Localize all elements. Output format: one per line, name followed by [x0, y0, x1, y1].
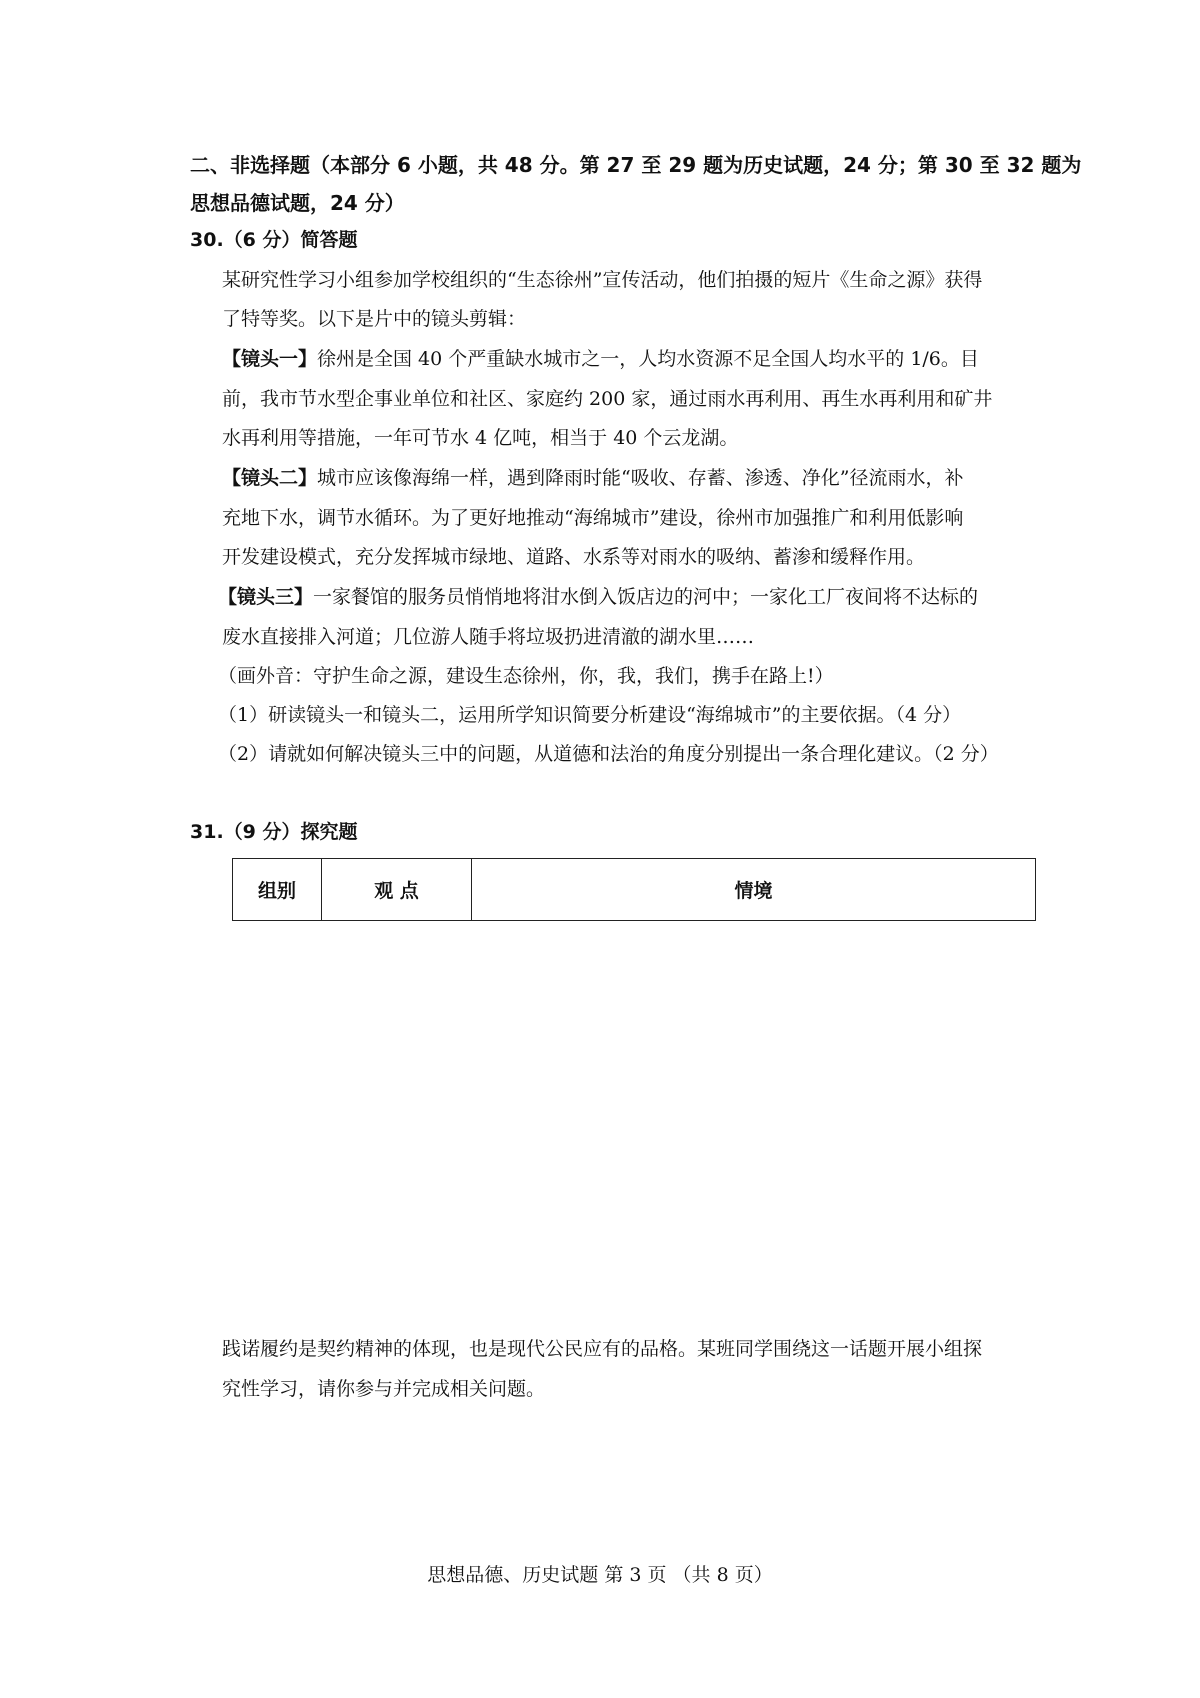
page-footer: 思想品德、历史试题 第 3 页 （共 8 页）: [427, 1564, 773, 1586]
shot2-line2: 充地下水，调节水循环。为了更好地推动“海绵城市”建设，徐州市加强推广和利用低影响: [222, 507, 964, 529]
shot1-line3: 水再利用等措施，一年可节水 4 亿吨，相当于 40 个云龙湖。: [222, 427, 739, 449]
shot1-text1: 徐州是全国 40 个严重缺水城市之一，人均水资源不足全国人均水平的 1/6。目: [317, 348, 979, 370]
table-header-row: [233, 859, 1036, 921]
voiceover: （画外音：守护生命之源，建设生态徐州，你，我，我们，携手在路上!）: [218, 665, 834, 687]
q31-heading: 31.（9 分）探究题: [190, 821, 358, 843]
q30-heading: 30.（6 分）简答题: [190, 229, 358, 251]
q30-intro-line2: 了特等奖。以下是片中的镜头剪辑：: [222, 308, 527, 330]
shot2-text1: 城市应该像海绵一样，遇到降雨时能“吸收、存蓄、渗透、净化”径流雨水，补: [317, 467, 964, 489]
q30-sub1: （1）研读镜头一和镜头二，运用所学知识简要分析建设“海绵城市”的主要依据。（4 分）: [218, 704, 962, 726]
q30-sub2: （2）请就如何解决镜头三中的问题，从道德和法治的角度分别提出一条合理化建议。（2 分）: [218, 743, 999, 765]
shot2-label: 【镜头二】: [222, 467, 318, 489]
table-header-scenario: 情境: [472, 859, 1036, 921]
shot1-line1: [222, 347, 979, 371]
q31-intro-line1: 践诺履约是契约精神的体现，也是现代公民应有的品格。某班同学围绕这一话题开展小组探: [222, 1338, 983, 1360]
shot3-line2: 废水直接排入河道；几位游人随手将垃圾扔进清澈的湖水里……: [222, 626, 755, 648]
table-header-viewpoint: 观 点: [322, 859, 472, 921]
shot3-text1: 一家餐馆的服务员悄悄地将泔水倒入饭店边的河中；一家化工厂夜间将不达标的: [313, 586, 979, 608]
q31-intro-line2: 究性学习，请你参与并完成相关问题。: [222, 1378, 546, 1400]
shot1-line2: 前，我市节水型企事业单位和社区、家庭约 200 家，通过雨水再利用、再生水再利用和矿井: [222, 388, 993, 410]
shot1-label: 【镜头一】: [222, 348, 318, 370]
shot2-line3: 开发建设模式，充分发挥城市绿地、道路、水系等对雨水的吸纳、蓄渗和缓释作用。: [222, 546, 926, 568]
shot3-label: 【镜头三】: [218, 586, 314, 608]
shot2-line1: [222, 466, 963, 490]
table-header-group: 组别: [233, 859, 322, 921]
section-title-line2: 思想品德试题，24 分）: [190, 191, 405, 215]
inquiry-table: [232, 858, 1036, 921]
shot3-line1: [218, 585, 978, 609]
section-title-line1: 二、非选择题（本部分 6 小题，共 48 分。第 27 至 29 题为历史试题，24 分；第 30 至 32 题为: [190, 153, 1082, 177]
q30-intro-line1: 某研究性学习小组参加学校组织的“生态徐州”宣传活动，他们拍摄的短片《生命之源》获得: [222, 269, 983, 291]
